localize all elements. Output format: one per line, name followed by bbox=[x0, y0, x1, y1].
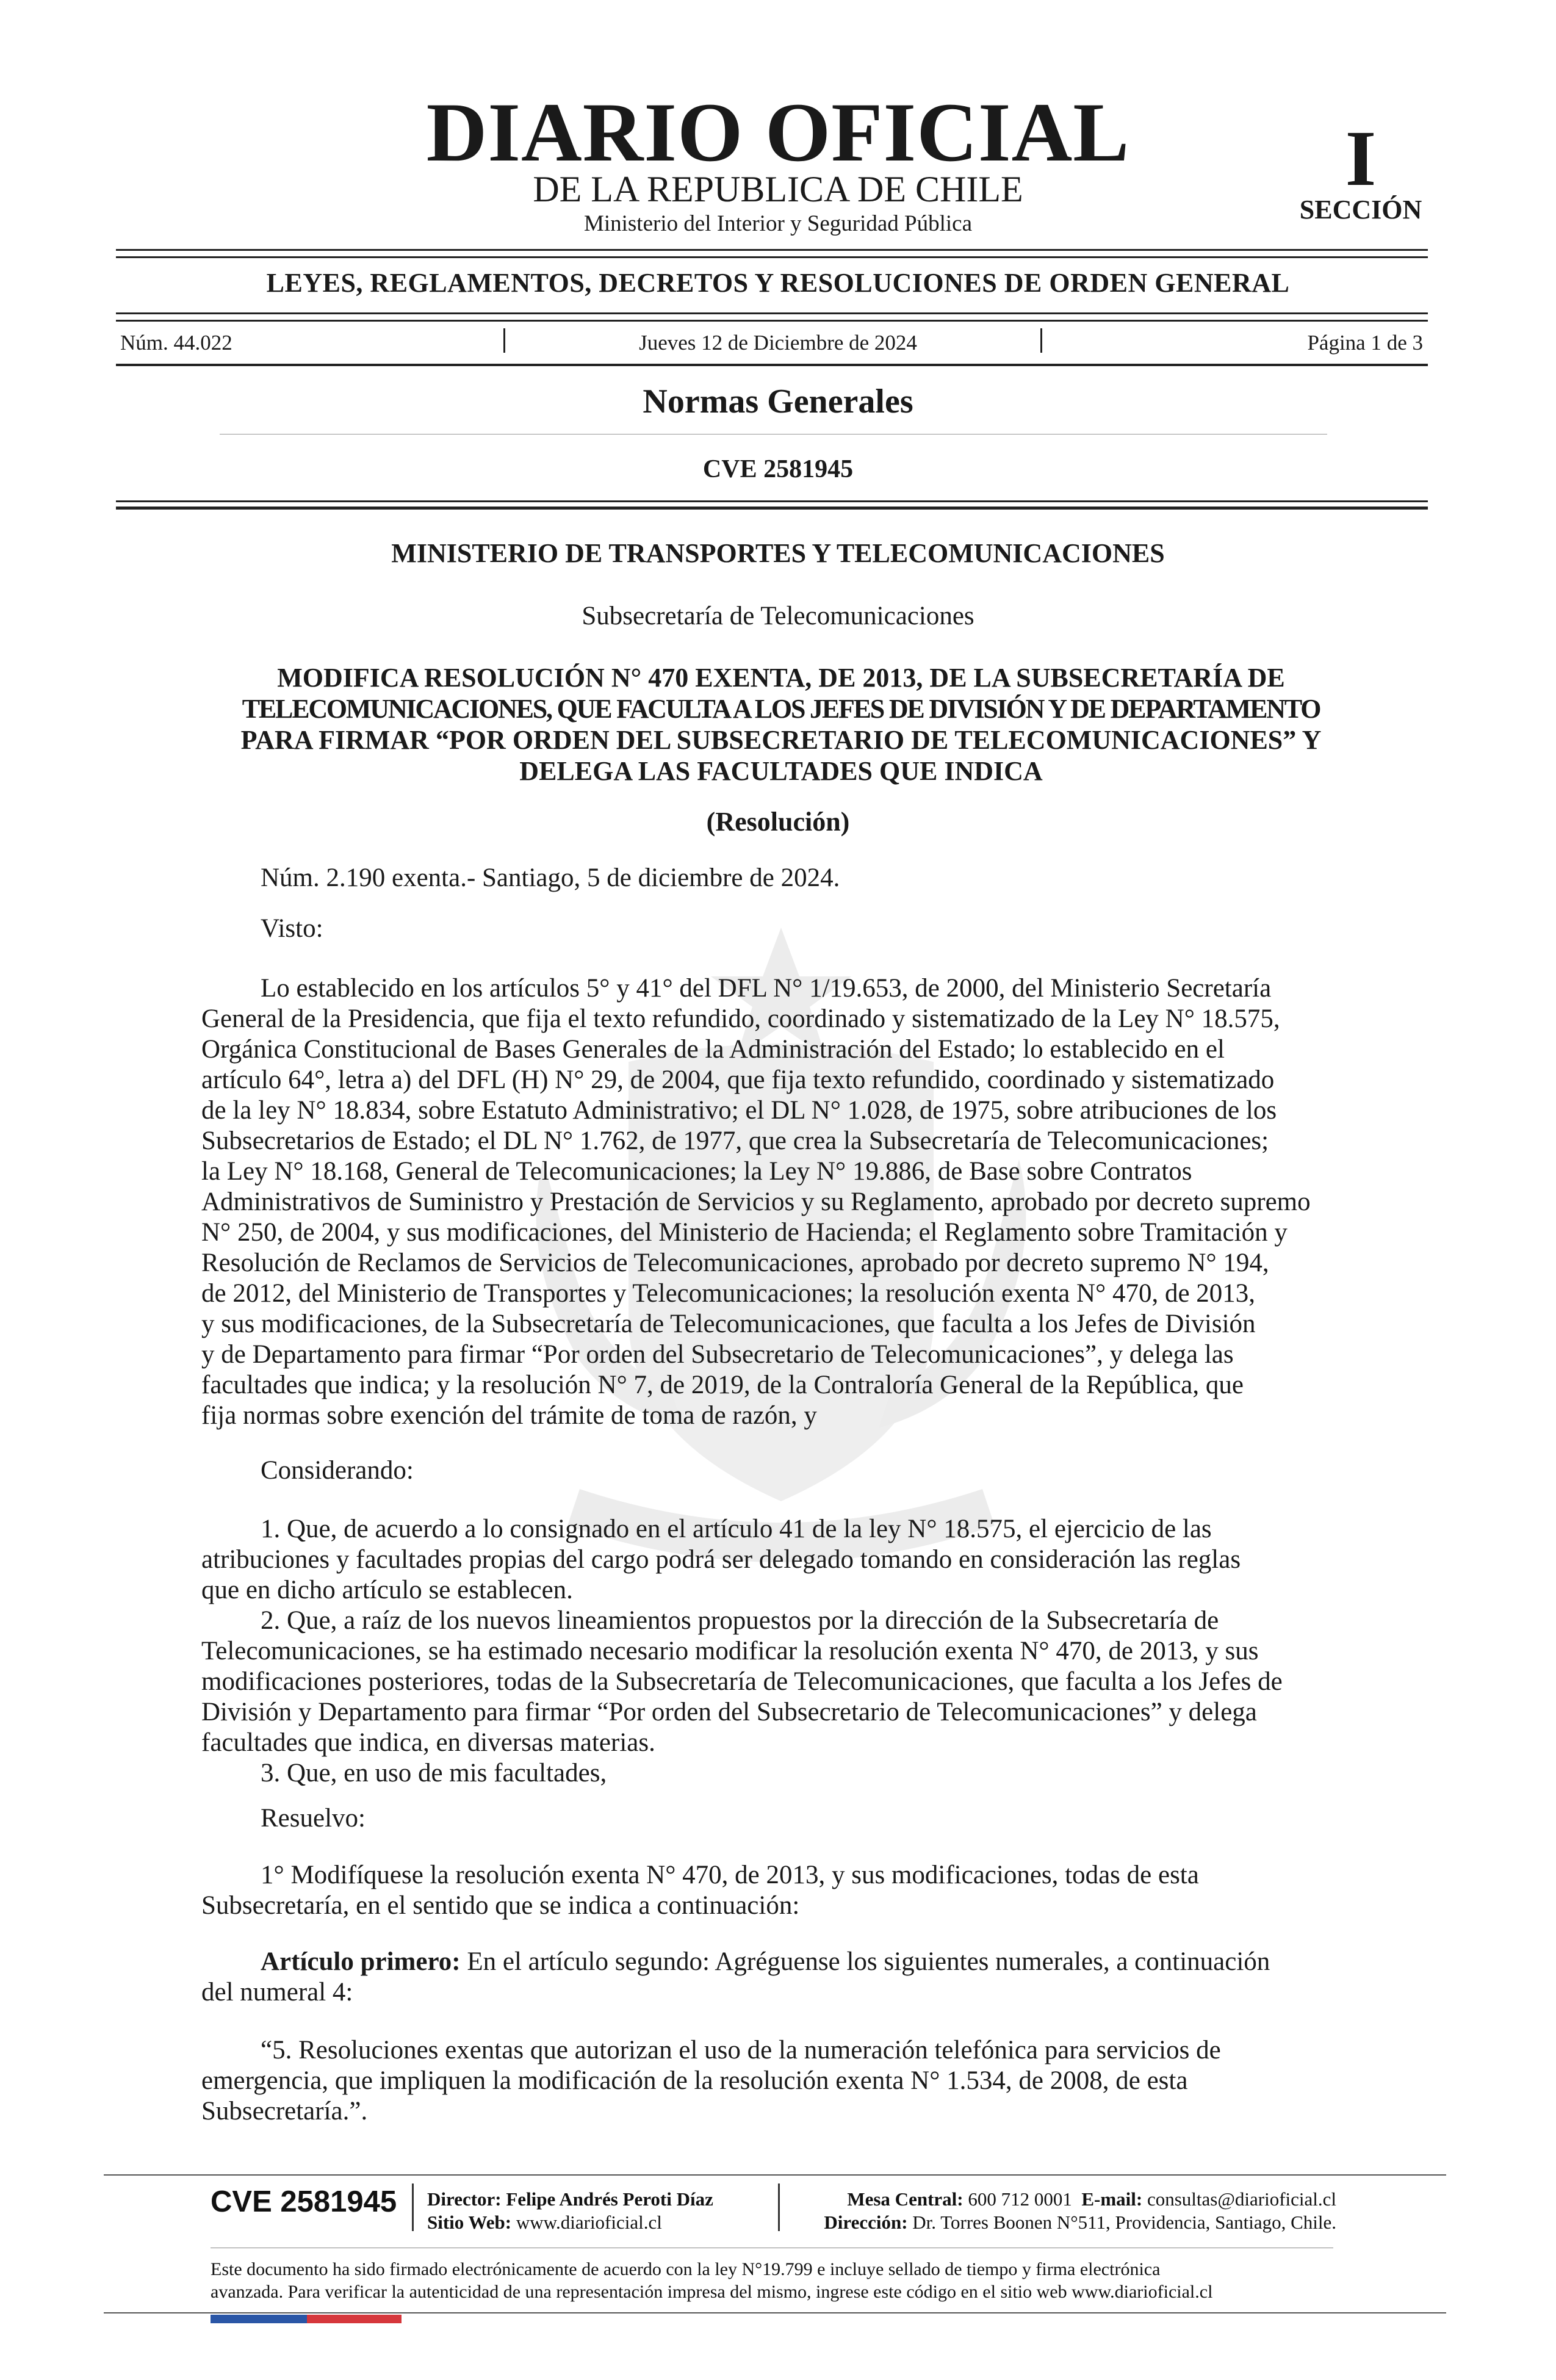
band-rule bbox=[116, 312, 1428, 314]
issue-page: Página 1 de 3 bbox=[1307, 331, 1423, 355]
document-top-rule bbox=[116, 500, 1428, 502]
footer-top-rule bbox=[104, 2174, 1446, 2176]
paragraph-line: y sus modificaciones, de la Subsecretaría de Telecomunicaciones, que faculta a los Jefes de División bbox=[201, 1310, 1256, 1338]
section-label: SECCIÓN bbox=[1299, 195, 1422, 225]
issue-rule bbox=[116, 364, 1428, 366]
footer-director: Director: Felipe Andrés Peroti Díaz Sitio Web: www.diarioficial.cl bbox=[427, 2188, 713, 2233]
section-numeral: I bbox=[1345, 115, 1377, 203]
resolution-title bbox=[201, 662, 1361, 787]
paragraph-line: “5. Resoluciones exentas que autorizan el uso de la numeración telefónica para servicios de bbox=[261, 2036, 1221, 2064]
paragraph-line: 1° Modifíquese la resolución exenta N° 470, de 2013, y sus modificaciones, todas de esta bbox=[261, 1861, 1199, 1889]
paragraph-line: Resolución de Reclamos de Servicios de Telecomunicaciones, aprobado por decreto supremo N° 194, bbox=[201, 1249, 1269, 1277]
paragraph-line: la Ley N° 18.168, General de Telecomunicaciones; la Ley N° 19.886, de Base sobre Contratos bbox=[201, 1157, 1192, 1186]
resuelvo-label: Resuelvo: bbox=[261, 1804, 366, 1833]
paragraph-line: y de Departamento para firmar “Por orden del Subsecretario de Telecomunicaciones”, y delega las bbox=[201, 1340, 1234, 1369]
paragraph-line: General de la Presidencia, que fija el texto refundido, coordinado y sistematizado de la Ley N° 18.575, bbox=[201, 1004, 1280, 1033]
issue-separator bbox=[503, 328, 505, 353]
header-rule bbox=[116, 256, 1428, 258]
flag-stripe-red bbox=[307, 2315, 402, 2323]
visto-label: Visto: bbox=[261, 914, 323, 943]
paragraph-line: de la ley N° 18.834, sobre Estatuto Administrativo; el DL N° 1.028, de 1975, sobre atribuciones de los bbox=[201, 1096, 1277, 1125]
band-rule bbox=[116, 320, 1428, 322]
header-rule bbox=[116, 249, 1428, 251]
footer-separator bbox=[412, 2183, 414, 2231]
paragraph-line: 3. Que, en uso de mis facultades, bbox=[261, 1759, 607, 1787]
footer-website[interactable]: www.diarioficial.cl bbox=[516, 2212, 662, 2233]
paragraph-line: del numeral 4: bbox=[201, 1978, 353, 2007]
paragraph-line: Orgánica Constitucional de Bases Generales de la Administración del Estado; lo establecido en el bbox=[201, 1035, 1225, 1064]
paragraph-line: Subsecretaría.”. bbox=[201, 2097, 368, 2126]
section-band-title: LEYES, REGLAMENTOS, DECRETOS Y RESOLUCIONES DE ORDEN GENERAL bbox=[266, 268, 1290, 298]
resolution-number-line: Núm. 2.190 exenta.- Santiago, 5 de diciembre de 2024. bbox=[261, 864, 840, 892]
paragraph-line: Lo establecido en los artículos 5° y 41° del DFL N° 1/19.653, de 2000, del Ministerio Secretaría bbox=[261, 974, 1272, 1003]
ministry-heading: MINISTERIO DE TRANSPORTES Y TELECOMUNICACIONES bbox=[391, 538, 1165, 568]
paragraph-line: que en dicho artículo se establecen. bbox=[201, 1576, 573, 1604]
paragraph-line: Administrativos de Suministro y Prestación de Servicios y su Reglamento, aprobado por decreto supremo bbox=[201, 1188, 1311, 1216]
masthead-subtitle: DE LA REPUBLICA DE CHILE bbox=[533, 169, 1023, 209]
masthead-ministry: Ministerio del Interior y Seguridad Pública bbox=[583, 211, 973, 236]
articulo-paragraph bbox=[201, 1947, 1330, 2008]
paragraph-line: 2. Que, a raíz de los nuevos lineamientos propuestos por la dirección de la Subsecretaría de bbox=[261, 1606, 1219, 1635]
paragraph-line: facultades que indica, en diversas materias. bbox=[201, 1728, 655, 1757]
paragraph-line: emergencia, que impliquen la modificación de la resolución exenta N° 1.534, de 2008, de esta bbox=[201, 2066, 1188, 2095]
document-top-rule bbox=[116, 507, 1428, 510]
paragraph-line: fija normas sobre exención del trámite de toma de razón, y bbox=[201, 1401, 817, 1430]
title-line: TELECOMUNICACIONES, QUE FACULTA A LOS JEFES DE DIVISIÓN Y DE DEPARTAMENTO bbox=[242, 694, 1320, 724]
resuelvo-paragraph bbox=[201, 1860, 1330, 1921]
flag-stripe-blue bbox=[211, 2315, 307, 2323]
title-line: PARA FIRMAR “POR ORDEN DEL SUBSECRETARIO DE TELECOMUNICACIONES” Y bbox=[240, 725, 1322, 755]
visto-paragraph bbox=[201, 973, 1330, 1431]
note-line: avanzada. Para verificar la autenticidad de una representación impresa del mismo, ingrese este código en el sitio web www.diarioficial.cl bbox=[211, 2282, 1213, 2302]
cve-heading: CVE 2581945 bbox=[702, 455, 854, 483]
paragraph-line: División y Departamento para firmar “Por orden del Subsecretario de Telecomunicaciones” y delega bbox=[201, 1698, 1257, 1726]
issue-number: Núm. 44.022 bbox=[120, 331, 232, 355]
paragraph-line bbox=[201, 1947, 1330, 1977]
director-name: Felipe Andrés Peroti Díaz bbox=[506, 2188, 713, 2210]
paragraph-line: modificaciones posteriores, todas de la Subsecretaría de Telecomunicaciones, que faculta a los Jefes de bbox=[201, 1667, 1283, 1696]
issue-separator bbox=[1040, 328, 1042, 353]
paragraph-line: N° 250, de 2004, y sus modificaciones, del Ministerio de Hacienda; el Reglamento sobre Tramitación y bbox=[201, 1218, 1288, 1247]
quoted-numeral bbox=[201, 2035, 1330, 2127]
footer-signature-note bbox=[211, 2258, 1370, 2303]
footer-separator bbox=[778, 2183, 780, 2231]
footer-bottom-rule bbox=[104, 2312, 1446, 2313]
issue-date: Jueves 12 de Diciembre de 2024 bbox=[639, 331, 917, 355]
title-line: DELEGA LAS FACULTADES QUE INDICA bbox=[519, 756, 1043, 786]
articulo-text: En el artículo segundo: Agréguense los siguientes numerales, a continuación bbox=[460, 1947, 1270, 1976]
note-line: Este documento ha sido firmado electrónicamente de acuerdo con la ley N°19.799 e incluye sellado de tiempo y firma electrónica bbox=[211, 2259, 1161, 2279]
masthead-title: DIARIO OFICIAL bbox=[426, 85, 1130, 179]
title-line: MODIFICA RESOLUCIÓN N° 470 EXENTA, DE 2013, DE LA SUBSECRETARÍA DE bbox=[277, 663, 1285, 693]
paragraph-line: Subsecretaría, en el sentido que se indica a continuación: bbox=[201, 1891, 800, 1920]
footer-cve: CVE 2581945 bbox=[211, 2185, 397, 2218]
paragraph-line: facultades que indica; y la resolución N° 7, de 2019, de la Contraloría General de la República, que bbox=[201, 1371, 1244, 1399]
paragraph-line: artículo 64°, letra a) del DFL (H) N° 29, de 2004, que fija texto refundido, coordinado y sistematizado bbox=[201, 1066, 1275, 1094]
articulo-label: Artículo primero: bbox=[261, 1947, 461, 1976]
section-underline bbox=[220, 434, 1327, 435]
section-heading: Normas Generales bbox=[643, 383, 913, 420]
considerando-paragraphs bbox=[201, 1514, 1330, 1789]
paragraph-line: 1. Que, de acuerdo a lo consignado en el artículo 41 de la ley N° 18.575, el ejercicio de las bbox=[261, 1515, 1212, 1543]
paragraph-line: Subsecretarios de Estado; el DL N° 1.762, de 1977, que crea la Subsecretaría de Telecomunicaciones; bbox=[201, 1127, 1269, 1155]
footer-contact: Mesa Central: 600 712 0001 E-mail: consultas@diarioficial.cl Dirección: Dr. Torres Boonen N°511, Providencia, Santiago, Chile. bbox=[824, 2188, 1336, 2233]
resolution-type-label: (Resolución) bbox=[706, 807, 850, 837]
paragraph-line: de 2012, del Ministerio de Transportes y Telecomunicaciones; la resolución exenta N° 470, de 2013, bbox=[201, 1279, 1256, 1308]
paragraph-line: atribuciones y facultades propias del cargo podrá ser delegado tomando en consideración las reglas bbox=[201, 1545, 1241, 1574]
subsecretaria-heading: Subsecretaría de Telecomunicaciones bbox=[582, 602, 974, 630]
footer-email[interactable]: consultas@diarioficial.cl bbox=[1147, 2188, 1336, 2210]
considerando-label: Considerando: bbox=[261, 1456, 414, 1485]
paragraph-line: Telecomunicaciones, se ha estimado necesario modificar la resolución exenta N° 470, de 2013, y sus bbox=[201, 1637, 1259, 1665]
